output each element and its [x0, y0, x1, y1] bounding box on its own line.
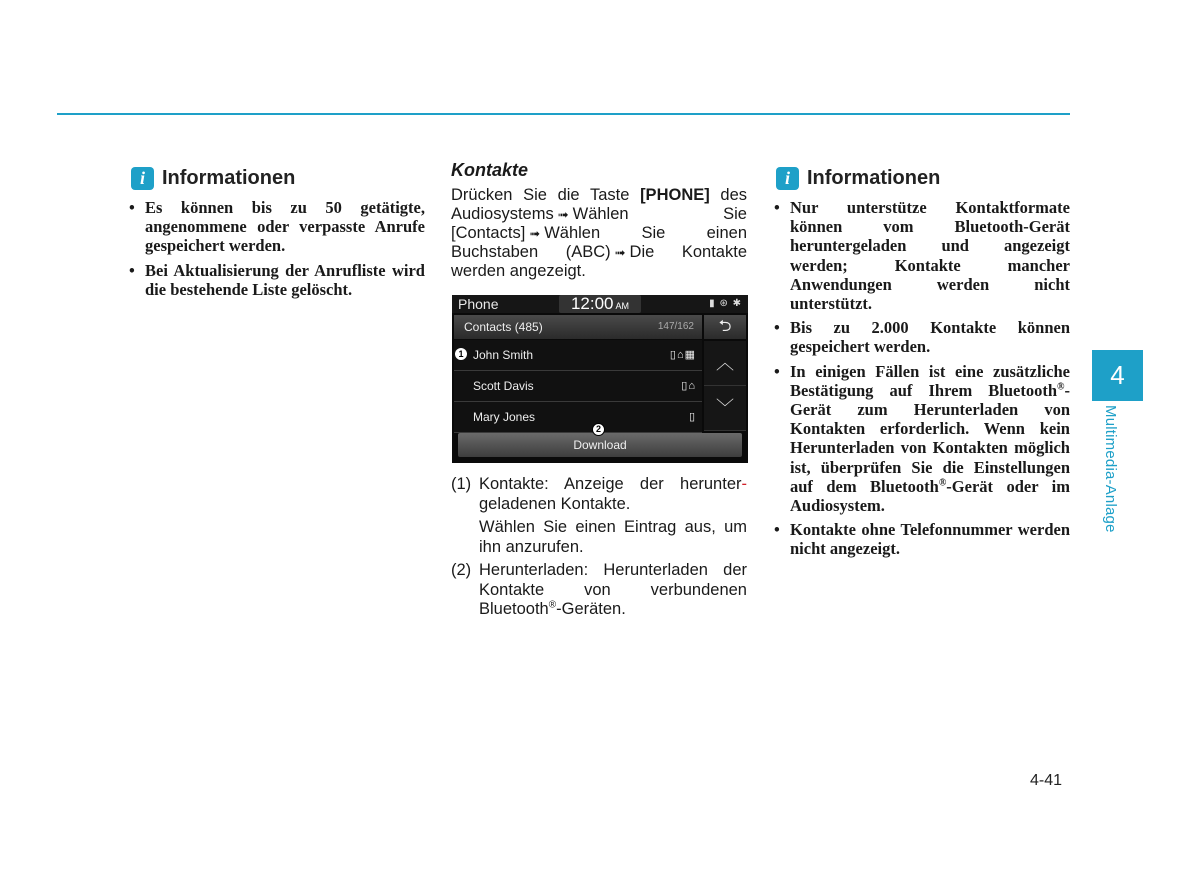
item-number: (1) [451, 475, 472, 493]
list-item [774, 362, 1070, 516]
left-info-header [131, 167, 295, 190]
intro-text: Wählen Sie einen Buchstaben (ABC) [451, 224, 747, 261]
contacts-count: 147/162 [657, 321, 694, 332]
table-row [454, 402, 702, 433]
registered-mark: ® [938, 477, 947, 489]
right-info-list [774, 198, 1070, 564]
numbered-list [451, 475, 747, 624]
intro-text: Wählen Sie [Contacts] [451, 205, 747, 242]
table-row [454, 371, 702, 402]
list-item: • Bis zu 2.000 Kontakte können gespeichert werden. [774, 318, 1070, 356]
top-rule [57, 113, 1070, 115]
left-info-title: Informationen [162, 167, 296, 189]
right-info-title: Informationen [807, 167, 941, 189]
chapter-number-tab: 4 [1092, 350, 1143, 401]
item-text: -Gerät oder im Audiosystem. [790, 476, 1071, 516]
item-text: -Geräten. [556, 600, 626, 618]
contact-type-icons: ▯ [688, 411, 696, 423]
arrow-icon: ➟ [529, 226, 541, 241]
screen-app-title: Phone [458, 296, 499, 312]
info-icon: i [131, 167, 154, 190]
list-item [451, 475, 747, 557]
list-item: • Kontakte ohne Telefonnummer werden nicht angezeigt. [774, 520, 1070, 558]
intro-text: des Audiosystems [451, 186, 747, 223]
list-item [451, 561, 747, 620]
contacts-label: Contacts (485) [464, 320, 543, 334]
screen-clock [559, 295, 641, 313]
item-text: In einigen Fällen ist eine zusätzliche Bestätigung auf Ihrem Bluetooth [790, 361, 1070, 400]
arrow-icon: ➟ [614, 245, 626, 260]
scroll-down-icon: ﹀ [704, 386, 746, 431]
scroll-up-icon: ︿ [704, 341, 746, 386]
intro-text: Drücken Sie die Taste [451, 186, 630, 204]
contact-name: Mary Jones [473, 410, 536, 424]
item-text: Kontakte: Anzeige der herunter [479, 475, 742, 493]
hyphen-mark: - [741, 475, 747, 493]
registered-mark: ® [1057, 381, 1065, 393]
screen-status-bar [452, 295, 748, 313]
arrow-icon: ➟ [557, 207, 569, 222]
registered-mark: ® [548, 599, 557, 611]
table-row [454, 340, 702, 371]
left-info-list [129, 198, 425, 304]
middle-column [451, 160, 747, 281]
section-title: Kontakte [451, 160, 529, 180]
page-number: 4-41 [1030, 772, 1063, 789]
contact-type-icons: ▯⌂ [681, 380, 696, 392]
item-text: Herunterladen: Herunterladen der Kontakte von verbundenen Bluetooth [479, 561, 747, 618]
download-button-image: Download [458, 433, 742, 457]
phone-screen-image [452, 295, 748, 463]
item-number: (2) [451, 561, 472, 579]
chapter-label: Multimedia-Anlage [1102, 405, 1119, 533]
intro-text: Die Kontakte werden angezeigt. [451, 243, 747, 280]
item-text: geladenen Kontakte. [479, 494, 631, 513]
list-item: • Es können bis zu 50 getätigte, angenommene oder verpasste Anrufe gespeichert werden. [129, 198, 425, 256]
clock-ampm: AM [615, 301, 630, 311]
right-info-header [776, 167, 940, 190]
intro-paragraph [451, 186, 747, 281]
contact-name: Scott Davis [473, 379, 534, 393]
item-text: -Gerät zum Herunterladen von Kontakten erforderlich. Wenn kein Herunterladen von Kontakten möglich ist, überprüfen Sie die Einstellungen auf dem Bluetooth [790, 380, 1070, 496]
info-icon: i [776, 167, 799, 190]
callout-marker-1: 1 [455, 348, 467, 360]
clock-time: 12:00 [570, 295, 614, 313]
contact-name: John Smith [473, 348, 534, 362]
status-icons: ▮ ⊛ ✱ [709, 298, 742, 309]
contact-type-icons: ▯⌂▦ [669, 349, 696, 361]
phone-key-label: [PHONE] [640, 186, 710, 204]
list-item: • Nur unterstütze Kontaktformate können vom Bluetooth-Gerät heruntergeladen und angezeigt werden; Kontakte mancher Anwendungen werden nicht unterstützt. [774, 198, 1070, 313]
contacts-header-bar [454, 315, 702, 339]
callout-marker-2: 2 [592, 423, 605, 436]
back-icon: ⮌ [704, 315, 746, 339]
item-subtext: Wählen Sie einen Eintrag aus, um ihn anzurufen. [479, 518, 747, 556]
list-item: • Bei Aktualisierung der Anrufliste wird die bestehende Liste gelöscht. [129, 261, 425, 299]
